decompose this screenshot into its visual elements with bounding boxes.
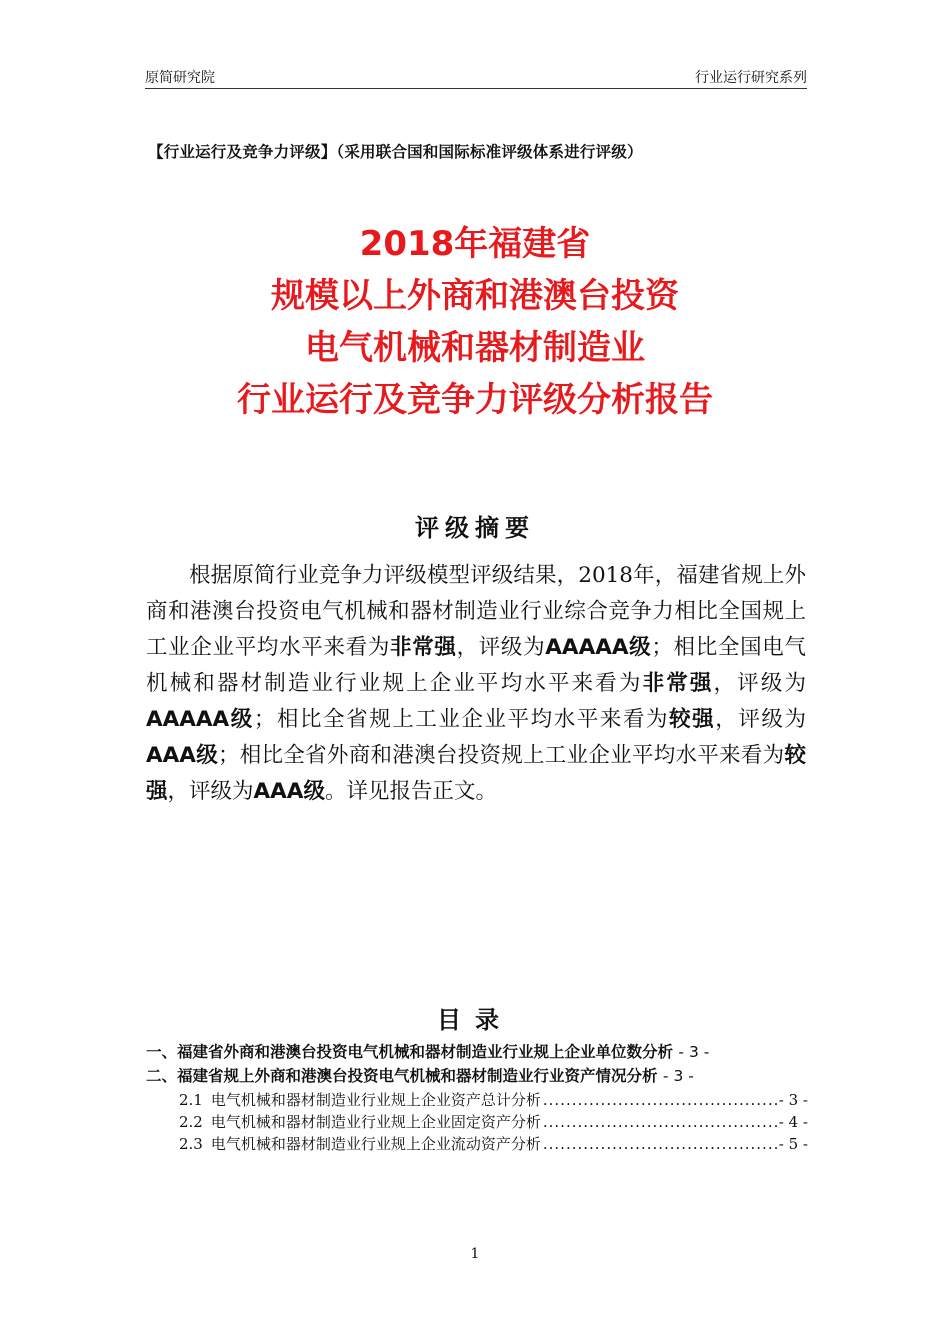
rating-strength: 非常强 bbox=[642, 671, 714, 696]
title-line: 行业运行及竞争力评级分析报告 bbox=[237, 380, 713, 420]
toc-subentry-number: 2.3 bbox=[179, 1135, 203, 1153]
rating-grade: AAAAA级 bbox=[545, 635, 652, 660]
summary-text: ；相比全国电气机械和器材制造业行业规上企业平均水平来看为 bbox=[146, 635, 806, 696]
toc-entry[interactable] bbox=[146, 1042, 808, 1062]
toc-entry-title: 二、福建省规上外商和港澳台投资电气机械和器材制造业行业资产情况分析 bbox=[146, 1067, 658, 1085]
rating-strength: 较强 bbox=[669, 707, 716, 732]
toc-subentry-number: 2.1 bbox=[179, 1091, 203, 1109]
toc-subentry-page: - 3 - bbox=[778, 1091, 808, 1109]
page-header bbox=[145, 66, 807, 89]
summary-text: 根据原简行业竞争力评级模型评级结果，2018年，福建省规上外商和港澳台投资电气机械和器材制造业行业综合竞争力相比全国规上工业企业平均水平来看为 bbox=[146, 563, 806, 660]
summary-text: 。详见报告正文。 bbox=[324, 779, 497, 804]
toc-subentry-page: - 4 - bbox=[778, 1113, 808, 1131]
toc-subentry[interactable] bbox=[179, 1112, 808, 1134]
rating-strength: 较强 bbox=[146, 743, 806, 804]
title-line: 规模以上外商和港澳台投资 bbox=[271, 276, 679, 316]
toc-heading: 目录 bbox=[437, 1006, 513, 1034]
summary-text: ，评级为 bbox=[456, 635, 546, 660]
toc-subentry[interactable] bbox=[179, 1090, 808, 1112]
toc-leader-dots bbox=[543, 1112, 777, 1132]
toc-entry-page: - 3 - bbox=[662, 1067, 694, 1085]
toc-entry-page: - 3 - bbox=[678, 1043, 710, 1061]
title-line: 电气机械和器材制造业 bbox=[305, 328, 645, 368]
summary-text: ，评级为 bbox=[167, 779, 254, 804]
title-line: 2018年福建省 bbox=[359, 224, 591, 264]
report-tagline: 【行业运行及竞争力评级】（采用联合国和国际标准评级体系进行评级） bbox=[148, 143, 643, 161]
toc-entry-title: 一、福建省外商和港澳台投资电气机械和器材制造业行业规上企业单位数分析 bbox=[146, 1043, 674, 1061]
rating-grade: AAAAA级 bbox=[146, 707, 254, 732]
toc-entry[interactable] bbox=[146, 1066, 808, 1086]
toc-subentry-title: 电气机械和器材制造业行业规上企业流动资产分析 bbox=[210, 1135, 541, 1153]
header-series-name: 行业运行研究系列 bbox=[695, 70, 807, 86]
toc-subentry-title: 电气机械和器材制造业行业规上企业固定资产分析 bbox=[210, 1113, 541, 1131]
summary-text: ；相比全省外商和港澳台投资规上工业企业平均水平来看为 bbox=[218, 743, 785, 768]
toc-leader-dots bbox=[543, 1134, 777, 1154]
summary-heading: 评级摘要 bbox=[415, 514, 535, 542]
rating-grade: AAA级 bbox=[253, 779, 325, 804]
summary-text: ，评级为 bbox=[715, 707, 806, 732]
toc-subentry[interactable] bbox=[179, 1134, 808, 1156]
table-of-contents bbox=[146, 1042, 808, 1156]
header-org-name: 原简研究院 bbox=[145, 70, 215, 86]
toc-subentry-title: 电气机械和器材制造业行业规上企业资产总计分析 bbox=[210, 1091, 541, 1109]
rating-strength: 非常强 bbox=[390, 635, 457, 660]
summary-text: ，评级为 bbox=[713, 671, 806, 696]
report-title bbox=[0, 218, 950, 426]
page-number: 1 bbox=[470, 1246, 480, 1262]
summary-paragraph bbox=[146, 558, 806, 810]
summary-text: ；相比全省规上工业企业平均水平来看为 bbox=[253, 707, 670, 732]
toc-subentry-number: 2.2 bbox=[179, 1113, 203, 1131]
toc-subentry-page: - 5 - bbox=[778, 1135, 808, 1153]
rating-grade: AAA级 bbox=[146, 743, 218, 768]
toc-leader-dots bbox=[543, 1090, 777, 1110]
